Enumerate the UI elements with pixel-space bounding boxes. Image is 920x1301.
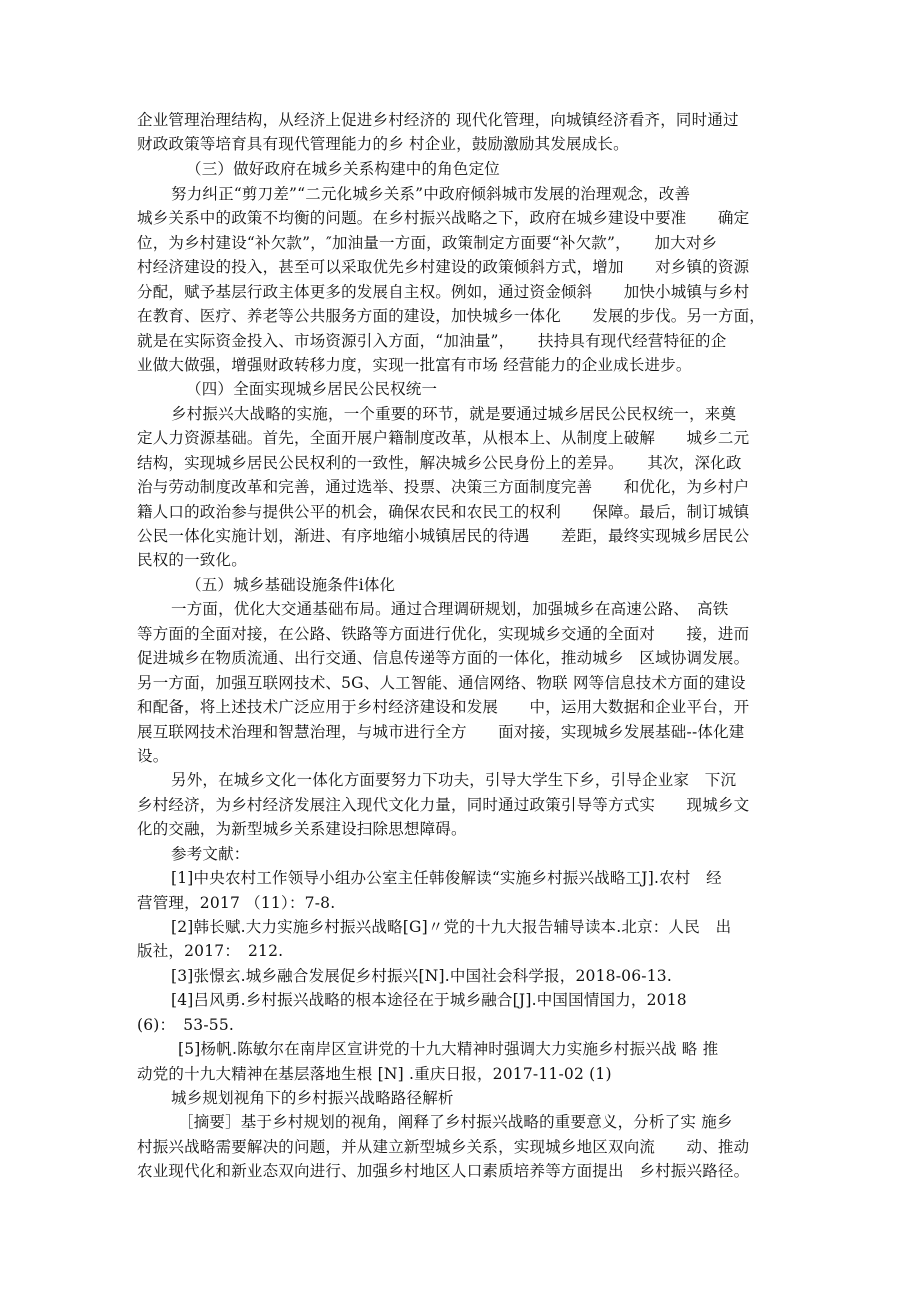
reference-item: 营管理，2017 （11）：7-8.	[137, 894, 336, 912]
text-line: 就是在实际资金投入、市场资源引入方面，“加油量”， 扶持具有现代经营特征的企	[137, 332, 727, 350]
section-heading: （四）全面实现城乡居民公民权统一	[186, 380, 438, 398]
text-line: 民权的一致化。	[137, 551, 247, 569]
reference-item: [5]杨帆.陈敏尔在南岸区宣讲党的十九大精神时强调大力实施乡村振兴战 略 推	[178, 1040, 719, 1058]
text-line: 设。	[137, 747, 169, 765]
text-line: 城乡关系中的政策不均衡的问题。在乡村振兴战略之下，政府在城乡建设中要准 确定	[137, 209, 750, 227]
reference-item: 版社，2017： 212.	[137, 942, 284, 960]
text-line: 展互联网技术治理和智慧治理，与城市进行全方 面对接，实现城乡发展基础--体化建	[137, 723, 745, 741]
text-line: 另一方面，加强互联网技术、5G、人工智能、通信网络、物联 网等信息技术方面的建设	[137, 674, 746, 692]
text-line: 公民一体化实施计划，渐进、有序地缩小城镇居民的待遇 差距，最终实现城乡居民公	[137, 527, 750, 545]
text-line: 促进城乡在物质流通、出行交通、信息传递等方面的一体化，推动城乡 区域协调发展。	[137, 649, 750, 667]
text-line: 企业管理治理结构，从经济上促进乡村经济的 现代化管理，向城镇经济看齐，同时通过	[137, 111, 739, 129]
abstract-line: 农业现代化和新业态双向进行、加强乡村地区人口素质培养等方面提出 乡村振兴路径。	[137, 1162, 750, 1180]
text-line: 财政政策等培育具有现代管理能力的乡 村企业，鼓励激励其发展成长。	[137, 135, 629, 153]
text-line: 籍人口的政治参与提供公平的机会，确保农民和农民工的权利 保障。最后，制订城镇	[137, 503, 750, 521]
text-line: 治与劳动制度改革和完善，通过选举、投票、决策三方面制度完善 和优化，为乡村户	[137, 478, 750, 496]
reference-item: [2]韩长赋.大力实施乡村振兴战略[G]〃党的十九大报告辅导读本.北京：人民 出	[171, 918, 732, 936]
abstract-line: 村振兴战略需要解决的问题，并从建立新型城乡关系，实现城乡地区双向流 动、推动	[137, 1138, 750, 1156]
reference-item: [1]中央农村工作领导小组办公室主任韩俊解读“实施乡村振兴战略工J].农村 经	[171, 869, 722, 887]
reference-item: (6)： 53-55.	[137, 1016, 235, 1034]
references-heading: 参考文献：	[171, 845, 250, 863]
text-line: 位，为乡村建设“补欠款”，″加油量一方面，政策制定方面要“补欠款”， 加大对乡	[137, 234, 718, 252]
text-line: 另外，在城乡文化一体化方面要努力下功夫，引导大学生下乡，引导企业家 下沉	[171, 771, 737, 789]
text-line: 业做大做强，增强财政转移力度，实现一批富有市场 经营能力的企业成长进步。	[137, 356, 692, 374]
reference-item: [4]吕风勇.乡村振兴战略的根本途径在于城乡融合[J].中国国情国力，2018	[171, 991, 687, 1009]
article-title: 城乡规划视角下的乡村振兴战略路径解析	[171, 1089, 454, 1107]
text-line: 分配，赋予基层行政主体更多的发展自主权。例如，通过资金倾斜 加快小城镇与乡村	[137, 283, 750, 301]
text-line: 一方面，优化大交通基础布局。通过合理调研规划，加强城乡在高速公路、 高铁	[171, 600, 729, 618]
text-line: 乡村经济，为乡村经济发展注入现代文化力量，同时通过政策引导等方式实 现城乡文	[137, 796, 750, 814]
reference-item: 动党的十九大精神在基层落地生根 [N] .重庆日报，2017-11-02 (1)	[137, 1065, 612, 1083]
section-heading: （五）城乡基础设施条件i体化	[186, 576, 396, 594]
text-line: 结构，实现城乡居民公民权利的一致性，解决城乡公民身份上的差异。 其次，深化政	[137, 454, 742, 472]
text-line: 化的交融，为新型城乡关系建设扫除思想障碍。	[137, 820, 467, 838]
text-line: 乡村振兴大战略的实施，一个重要的环节，就是要通过城乡居民公民权统一，来奠	[171, 405, 737, 423]
text-line: 定人力资源基础。首先，全面开展户籍制度改革，从根本上、从制度上破解 城乡二元	[137, 429, 750, 447]
text-line: 等方面的全面对接，在公路、铁路等方面进行优化，实现城乡交通的全面对 接，进而	[137, 625, 750, 643]
text-line: 在教育、医疗、养老等公共服务方面的建设，加快城乡一体化 发展的步伐。另一方面，	[137, 307, 766, 325]
text-line: 努力纠正“剪刀差”“二元化城乡关系”中政府倾斜城市发展的治理观念，改善	[171, 185, 691, 203]
text-line: 村经济建设的投入，甚至可以采取优先乡村建设的政策倾斜方式，增加 对乡镇的资源	[137, 258, 750, 276]
text-line: 和配备，将上述技术广泛应用于乡村经济建设和发展 中，运用大数据和企业平台，开	[137, 698, 750, 716]
section-heading: （三）做好政府在城乡关系构建中的角色定位	[186, 160, 501, 178]
reference-item: [3]张憬玄.城乡融合发展促乡村振兴[N].中国社会科学报，2018-06-13.	[171, 967, 672, 985]
abstract-line: ［摘要］基于乡村规划的视角，阐释了乡村振兴战略的重要意义，分析了实 施乡	[178, 1113, 733, 1131]
